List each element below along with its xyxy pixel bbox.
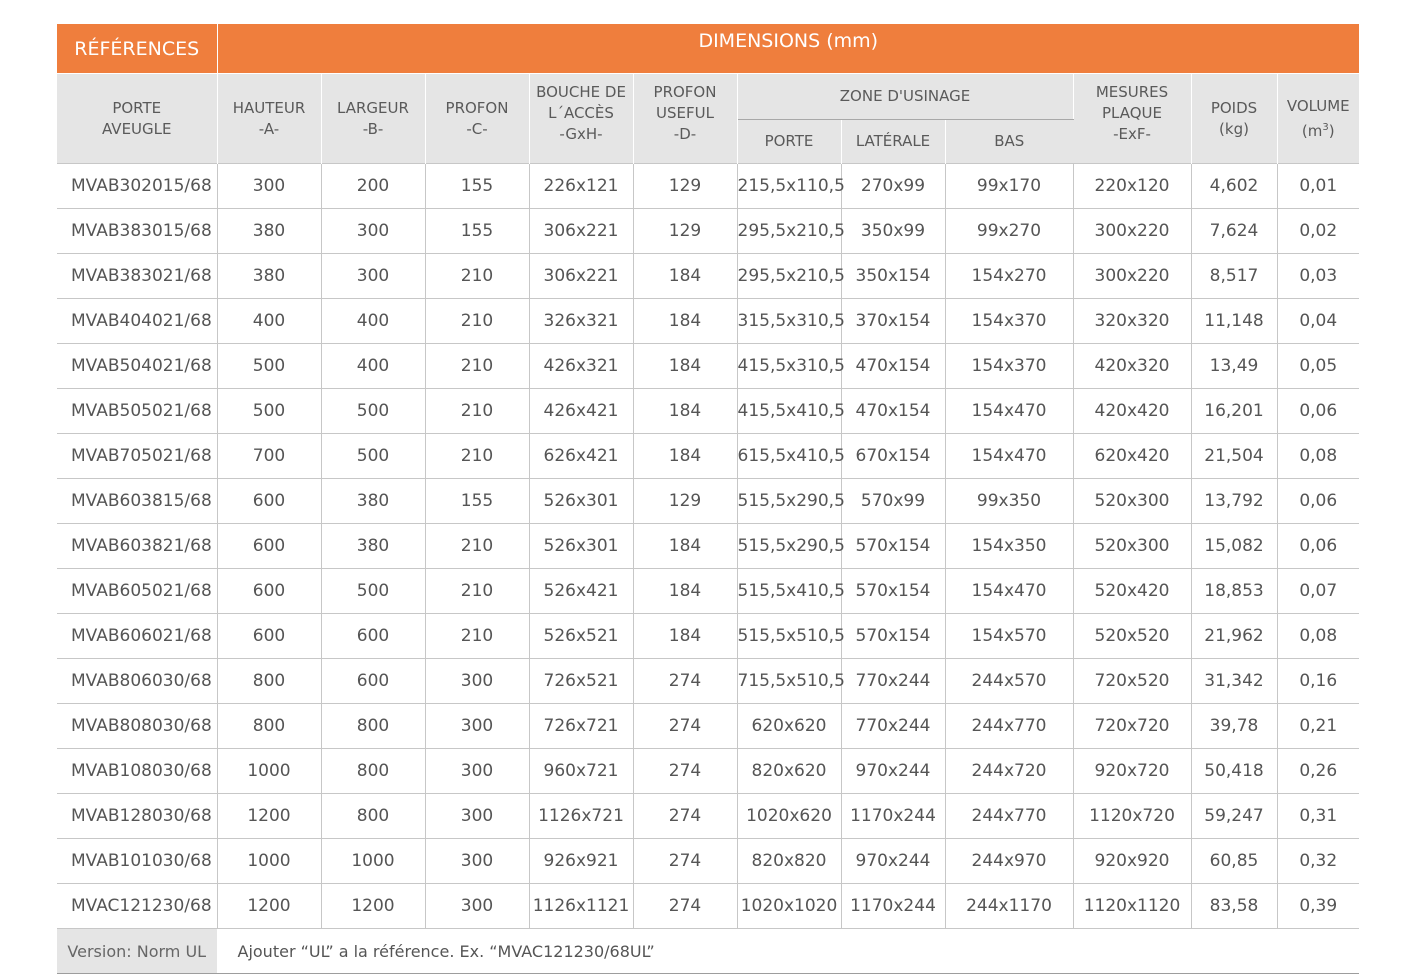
- col-profon-useful-line3: -D-: [673, 125, 697, 143]
- table-cell: 154x470: [945, 569, 1073, 614]
- table-cell: 184: [633, 254, 737, 299]
- table-row: [57, 389, 1359, 434]
- table-cell: 500: [321, 434, 425, 479]
- table-cell: 0,06: [1277, 524, 1359, 569]
- table-cell: 820x820: [737, 839, 841, 884]
- table-cell: 600: [217, 479, 321, 524]
- reference-code-cell: MVAB705021/68: [57, 434, 217, 479]
- table-cell: 500: [321, 389, 425, 434]
- table-cell: 526x301: [529, 479, 633, 524]
- table-cell: 720x720: [1073, 704, 1191, 749]
- table-row: [57, 434, 1359, 479]
- table-cell: 800: [217, 659, 321, 704]
- reference-code-cell: MVAB404021/68: [57, 299, 217, 344]
- table-cell: 154x370: [945, 344, 1073, 389]
- col-mesures-line3: -ExF-: [1113, 125, 1151, 143]
- table-cell: 31,342: [1191, 659, 1277, 704]
- reference-code-cell: MVAB603815/68: [57, 479, 217, 524]
- col-porte-aveugle: [57, 74, 217, 164]
- table-row: [57, 839, 1359, 884]
- table-cell: 210: [425, 299, 529, 344]
- table-cell: 300: [321, 254, 425, 299]
- table-cell: 1120x720: [1073, 794, 1191, 839]
- table-cell: 515,5x290,5: [737, 479, 841, 524]
- table-cell: 320x320: [1073, 299, 1191, 344]
- table-cell: 1000: [321, 839, 425, 884]
- table-cell: 526x521: [529, 614, 633, 659]
- table-row: [57, 164, 1359, 209]
- table-cell: 920x920: [1073, 839, 1191, 884]
- table-cell: 426x421: [529, 389, 633, 434]
- table-cell: 800: [321, 749, 425, 794]
- table-cell: 415,5x410,5: [737, 389, 841, 434]
- table-cell: 16,201: [1191, 389, 1277, 434]
- table-cell: 50,418: [1191, 749, 1277, 794]
- table-cell: 306x221: [529, 209, 633, 254]
- table-cell: 15,082: [1191, 524, 1277, 569]
- references-heading: RÉFÉRENCES: [57, 24, 217, 74]
- reference-code-cell: MVAB505021/68: [57, 389, 217, 434]
- col-hauteur-line2: -A-: [258, 119, 280, 138]
- table-cell: 274: [633, 659, 737, 704]
- dimensions-heading-text: DIMENSIONS (mm): [698, 30, 879, 52]
- table-cell: 526x301: [529, 524, 633, 569]
- table-cell: 380: [321, 479, 425, 524]
- col-volume-line1: VOLUME: [1286, 96, 1350, 115]
- table-cell: 13,792: [1191, 479, 1277, 524]
- table-cell: 380: [217, 254, 321, 299]
- table-cell: 0,32: [1277, 839, 1359, 884]
- table-cell: 715,5x510,5: [737, 659, 841, 704]
- table-cell: 154x370: [945, 299, 1073, 344]
- table-cell: 0,02: [1277, 209, 1359, 254]
- col-profon-useful-line1: PROFON: [653, 83, 717, 101]
- col-zone-laterale: LATÉRALE: [841, 119, 945, 164]
- table-cell: 300: [217, 164, 321, 209]
- col-zone-usinage: ZONE D'USINAGE: [737, 74, 1073, 120]
- reference-code-cell: MVAB302015/68: [57, 164, 217, 209]
- table-cell: 426x321: [529, 344, 633, 389]
- table-cell: 470x154: [841, 389, 945, 434]
- table-cell: 300: [425, 884, 529, 929]
- table-row: [57, 479, 1359, 524]
- table-cell: 570x99: [841, 479, 945, 524]
- table-row: [57, 299, 1359, 344]
- table-cell: 520x300: [1073, 524, 1191, 569]
- table-row: [57, 209, 1359, 254]
- table-cell: 600: [321, 614, 425, 659]
- table-cell: 0,31: [1277, 794, 1359, 839]
- table-cell: 970x244: [841, 839, 945, 884]
- table-cell: 300x220: [1073, 209, 1191, 254]
- table-cell: 154x350: [945, 524, 1073, 569]
- reference-code-cell: MVAB101030/68: [57, 839, 217, 884]
- table-cell: 0,08: [1277, 434, 1359, 479]
- reference-code-cell: MVAB108030/68: [57, 749, 217, 794]
- col-profon: [425, 74, 529, 164]
- table-cell: 21,962: [1191, 614, 1277, 659]
- table-cell: 620x420: [1073, 434, 1191, 479]
- table-cell: 626x421: [529, 434, 633, 479]
- table-cell: 470x154: [841, 344, 945, 389]
- version-label: Version: Norm UL: [57, 929, 217, 974]
- table-cell: 415,5x310,5: [737, 344, 841, 389]
- table-row: [57, 749, 1359, 794]
- table-cell: 570x154: [841, 614, 945, 659]
- table-cell: 326x321: [529, 299, 633, 344]
- col-largeur-line2: -B-: [362, 119, 384, 138]
- col-bouche: [529, 74, 633, 164]
- version-note: Ajouter “UL” a la référence. Ex. “MVAC121230/68UL”: [217, 929, 1359, 974]
- col-profon-useful-line2: USEFUL: [656, 104, 714, 122]
- table-cell: 770x244: [841, 659, 945, 704]
- table-cell: 215,5x110,5: [737, 164, 841, 209]
- table-cell: 400: [321, 344, 425, 389]
- table-cell: 380: [321, 524, 425, 569]
- title-row: [57, 24, 1359, 74]
- table-cell: 295,5x210,5: [737, 254, 841, 299]
- table-cell: 274: [633, 794, 737, 839]
- dimensions-heading: [217, 24, 1359, 74]
- table-cell: 670x154: [841, 434, 945, 479]
- table-cell: 154x470: [945, 389, 1073, 434]
- table-cell: 244x570: [945, 659, 1073, 704]
- table-cell: 184: [633, 299, 737, 344]
- table-cell: 420x320: [1073, 344, 1191, 389]
- table-cell: 300: [425, 839, 529, 884]
- table-body: [57, 164, 1359, 929]
- table-cell: 300x220: [1073, 254, 1191, 299]
- table-cell: 400: [217, 299, 321, 344]
- table-cell: 184: [633, 569, 737, 614]
- table-cell: 0,39: [1277, 884, 1359, 929]
- table-cell: 1200: [217, 884, 321, 929]
- reference-code-cell: MVAB383021/68: [57, 254, 217, 299]
- table-cell: 274: [633, 749, 737, 794]
- table-cell: 0,06: [1277, 479, 1359, 524]
- table-cell: 500: [217, 389, 321, 434]
- table-cell: 570x154: [841, 569, 945, 614]
- table-cell: 0,03: [1277, 254, 1359, 299]
- table-cell: 0,04: [1277, 299, 1359, 344]
- table-cell: 515,5x290,5: [737, 524, 841, 569]
- table-cell: 700: [217, 434, 321, 479]
- table-cell: 1200: [321, 884, 425, 929]
- table-cell: 350x99: [841, 209, 945, 254]
- table-cell: 1200: [217, 794, 321, 839]
- table-cell: 18,853: [1191, 569, 1277, 614]
- col-zone-bas: BAS: [945, 119, 1073, 164]
- table-cell: 154x470: [945, 434, 1073, 479]
- table-cell: 154x570: [945, 614, 1073, 659]
- col-hauteur: [217, 74, 321, 164]
- table-row: [57, 254, 1359, 299]
- table-cell: 920x720: [1073, 749, 1191, 794]
- col-volume-unit: (m: [1301, 121, 1323, 140]
- table-cell: 1126x721: [529, 794, 633, 839]
- table-cell: 600: [217, 614, 321, 659]
- table-cell: 184: [633, 344, 737, 389]
- table-cell: 129: [633, 164, 737, 209]
- reference-code-cell: MVAB606021/68: [57, 614, 217, 659]
- column-header-row: [57, 74, 1359, 120]
- table-cell: 515,5x510,5: [737, 614, 841, 659]
- table-cell: 1000: [217, 749, 321, 794]
- table-cell: 420x420: [1073, 389, 1191, 434]
- table-cell: 1126x1121: [529, 884, 633, 929]
- col-porte-aveugle-line2: AVEUGLE: [102, 119, 172, 138]
- table-row: [57, 704, 1359, 749]
- footer-row: [57, 929, 1359, 974]
- table-cell: 0,16: [1277, 659, 1359, 704]
- table-cell: 21,504: [1191, 434, 1277, 479]
- col-largeur-line1: LARGEUR: [337, 98, 409, 117]
- table-cell: 4,602: [1191, 164, 1277, 209]
- table-cell: 0,26: [1277, 749, 1359, 794]
- col-mesures-plaque: [1073, 74, 1191, 164]
- table-cell: 0,21: [1277, 704, 1359, 749]
- table-cell: 970x244: [841, 749, 945, 794]
- table-cell: 926x921: [529, 839, 633, 884]
- table-cell: 0,08: [1277, 614, 1359, 659]
- table-cell: 129: [633, 479, 737, 524]
- table-cell: 60,85: [1191, 839, 1277, 884]
- col-volume: [1277, 74, 1359, 164]
- table-cell: 270x99: [841, 164, 945, 209]
- col-hauteur-line1: HAUTEUR: [232, 98, 306, 117]
- table-cell: 520x520: [1073, 614, 1191, 659]
- table-row: [57, 569, 1359, 614]
- table-cell: 800: [321, 794, 425, 839]
- col-mesures-line1: MESURES: [1095, 83, 1169, 101]
- table-cell: 11,148: [1191, 299, 1277, 344]
- table-cell: 520x300: [1073, 479, 1191, 524]
- table-cell: 295,5x210,5: [737, 209, 841, 254]
- table-cell: 220x120: [1073, 164, 1191, 209]
- table-cell: 274: [633, 704, 737, 749]
- table-cell: 800: [217, 704, 321, 749]
- table-cell: 620x620: [737, 704, 841, 749]
- col-profon-line1: PROFON: [445, 98, 509, 117]
- table-cell: 210: [425, 569, 529, 614]
- spec-table-container: [57, 24, 1359, 974]
- reference-code-cell: MVAC121230/68: [57, 884, 217, 929]
- table-cell: 960x721: [529, 749, 633, 794]
- table-cell: 500: [321, 569, 425, 614]
- table-cell: 244x770: [945, 704, 1073, 749]
- reference-code-cell: MVAB504021/68: [57, 344, 217, 389]
- table-cell: 0,05: [1277, 344, 1359, 389]
- table-cell: 720x520: [1073, 659, 1191, 704]
- table-cell: 726x721: [529, 704, 633, 749]
- table-cell: 600: [321, 659, 425, 704]
- col-poids: [1191, 74, 1277, 164]
- table-cell: 155: [425, 164, 529, 209]
- col-largeur: [321, 74, 425, 164]
- table-cell: 0,06: [1277, 389, 1359, 434]
- table-cell: 244x1170: [945, 884, 1073, 929]
- table-cell: 274: [633, 884, 737, 929]
- table-cell: 226x121: [529, 164, 633, 209]
- table-cell: 210: [425, 344, 529, 389]
- table-cell: 210: [425, 434, 529, 479]
- table-row: [57, 884, 1359, 929]
- col-profon-line2: -C-: [466, 119, 488, 138]
- table-row: [57, 344, 1359, 389]
- table-cell: 615,5x410,5: [737, 434, 841, 479]
- table-cell: 155: [425, 479, 529, 524]
- table-cell: 200: [321, 164, 425, 209]
- table-cell: 59,247: [1191, 794, 1277, 839]
- table-row: [57, 794, 1359, 839]
- table-cell: 600: [217, 569, 321, 614]
- table-cell: 520x420: [1073, 569, 1191, 614]
- table-cell: 184: [633, 524, 737, 569]
- table-cell: 99x270: [945, 209, 1073, 254]
- table-cell: 184: [633, 434, 737, 479]
- col-mesures-line2: PLAQUE: [1101, 104, 1162, 122]
- table-cell: 210: [425, 389, 529, 434]
- table-cell: 315,5x310,5: [737, 299, 841, 344]
- table-row: [57, 659, 1359, 704]
- table-cell: 600: [217, 524, 321, 569]
- table-cell: 0,01: [1277, 164, 1359, 209]
- col-volume-exponent: 3: [1322, 121, 1329, 133]
- table-cell: 39,78: [1191, 704, 1277, 749]
- table-cell: 99x170: [945, 164, 1073, 209]
- table-cell: 300: [425, 659, 529, 704]
- table-cell: 129: [633, 209, 737, 254]
- col-porte-aveugle-line1: PORTE: [112, 98, 162, 117]
- table-cell: 0,07: [1277, 569, 1359, 614]
- table-cell: 1170x244: [841, 884, 945, 929]
- col-bouche-line3: -GxH-: [559, 125, 603, 143]
- table-cell: 300: [321, 209, 425, 254]
- table-row: [57, 614, 1359, 659]
- table-cell: 300: [425, 794, 529, 839]
- table-cell: 83,58: [1191, 884, 1277, 929]
- table-cell: 570x154: [841, 524, 945, 569]
- reference-code-cell: MVAB603821/68: [57, 524, 217, 569]
- table-cell: 300: [425, 749, 529, 794]
- table-cell: 7,624: [1191, 209, 1277, 254]
- table-cell: 210: [425, 524, 529, 569]
- table-cell: 820x620: [737, 749, 841, 794]
- col-poids-line1: POIDS: [1210, 98, 1258, 117]
- table-cell: 400: [321, 299, 425, 344]
- col-zone-porte: PORTE: [737, 119, 841, 164]
- table-cell: 770x244: [841, 704, 945, 749]
- table-cell: 800: [321, 704, 425, 749]
- table-cell: 244x970: [945, 839, 1073, 884]
- table-cell: 155: [425, 209, 529, 254]
- table-cell: 500: [217, 344, 321, 389]
- col-bouche-line1: BOUCHE DE: [536, 83, 626, 101]
- table-cell: 350x154: [841, 254, 945, 299]
- table-cell: 99x350: [945, 479, 1073, 524]
- reference-code-cell: MVAB806030/68: [57, 659, 217, 704]
- table-row: [57, 524, 1359, 569]
- table-cell: 380: [217, 209, 321, 254]
- table-cell: 210: [425, 254, 529, 299]
- table-cell: 184: [633, 389, 737, 434]
- table-cell: 306x221: [529, 254, 633, 299]
- table-cell: 1000: [217, 839, 321, 884]
- reference-code-cell: MVAB808030/68: [57, 704, 217, 749]
- col-bouche-line2: L´ACCÈS: [548, 104, 614, 122]
- table-cell: 726x521: [529, 659, 633, 704]
- table-cell: 184: [633, 614, 737, 659]
- table-cell: 515,5x410,5: [737, 569, 841, 614]
- col-volume-close: ): [1328, 121, 1335, 140]
- col-poids-line2: (kg): [1219, 119, 1249, 138]
- table-cell: 274: [633, 839, 737, 884]
- table-cell: 300: [425, 704, 529, 749]
- table-cell: 13,49: [1191, 344, 1277, 389]
- table-cell: 210: [425, 614, 529, 659]
- table-cell: 1170x244: [841, 794, 945, 839]
- table-cell: 154x270: [945, 254, 1073, 299]
- reference-code-cell: MVAB383015/68: [57, 209, 217, 254]
- table-cell: 8,517: [1191, 254, 1277, 299]
- col-profon-useful: [633, 74, 737, 164]
- reference-code-cell: MVAB128030/68: [57, 794, 217, 839]
- table-cell: 1020x1020: [737, 884, 841, 929]
- table-cell: 1020x620: [737, 794, 841, 839]
- table-cell: 1120x1120: [1073, 884, 1191, 929]
- table-cell: 244x770: [945, 794, 1073, 839]
- table-cell: 244x720: [945, 749, 1073, 794]
- reference-code-cell: MVAB605021/68: [57, 569, 217, 614]
- table-cell: 526x421: [529, 569, 633, 614]
- dimensions-table: [57, 24, 1359, 974]
- table-cell: 370x154: [841, 299, 945, 344]
